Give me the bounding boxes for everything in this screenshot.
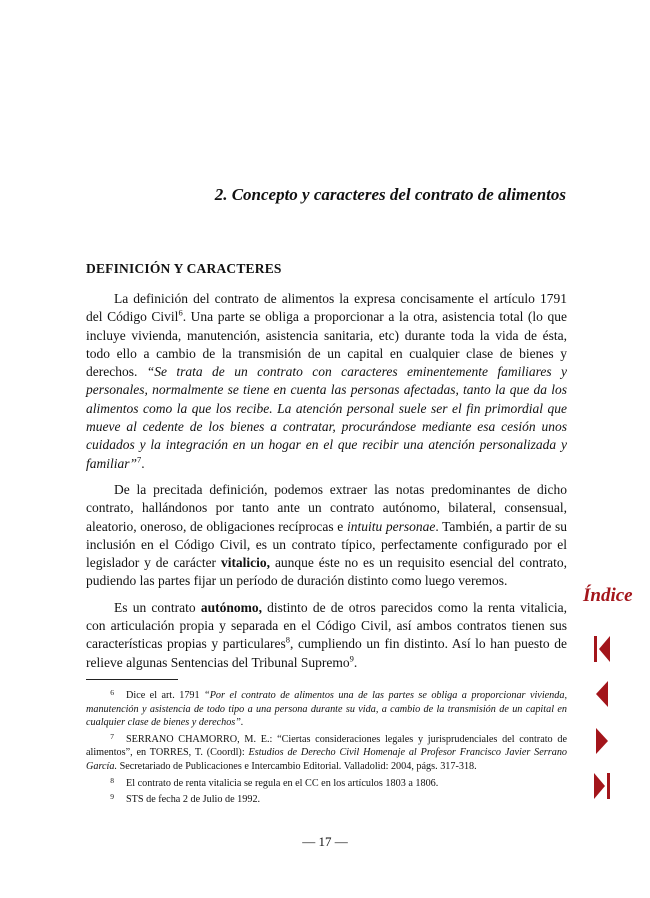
- footnote-9: 9 STS de fecha 2 de Julio de 1992.: [86, 790, 567, 807]
- page-number: — 17 —: [302, 834, 348, 849]
- footnote-ref-9[interactable]: 9: [349, 653, 354, 664]
- footnote-8: 8 El contrato de renta vitalicia se regula en el CC en los artículos 1803 a 1806.: [86, 774, 567, 791]
- first-page-icon: [592, 634, 612, 664]
- footnote-ref-7[interactable]: 7: [137, 454, 142, 465]
- footnote-number: 8: [110, 775, 114, 785]
- body-text: [86, 290, 567, 680]
- previous-page-button[interactable]: [592, 679, 612, 709]
- next-page-icon: [592, 726, 612, 756]
- paragraph-characteristics: De la precitada definición, podemos extraer las notas predominantes de dicho contrato, hallándonos por tanto ante un contrato autónomo, bilateral, consensual, aleatorio, oneroso, de obligaciones recíprocas e intuitu personae. También, a partir de su inclusión en el Código Civil, es un contrato típico, perfectamente configurado por el legislador y de carácter vitalicio, aunque éste no es un requisito esencial del contrato, pudiendo las partes fijar un período de duración distinto como luego veremos.: [86, 481, 567, 589]
- footnote-6: 6 Dice el art. 1791 “Por el contrato de alimentos una de las partes se obliga a proporcionar vivienda, manutención y asistencia de todo tipo a una persona durante su vida, a cambio de la transmisión de un capital en cualquier clase de bienes y derechos”.: [86, 688, 567, 729]
- paragraph-autonomous: Es un contrato autónomo, distinto de de otros parecidos como la renta vitalicia, con articulación propia y separada en el Código Civil, así ambos contratos tienen sus características propias y particulares$^8$, cumpliendo un fin distinto. Así lo han puesto de relieve algunas Sentencias del Tribunal Supremo$^9$.: [86, 599, 568, 670]
- footnote-number: 7: [110, 731, 114, 741]
- previous-page-icon: [592, 679, 612, 709]
- section-heading: DEFINICIÓN Y CARACTERES: [86, 261, 282, 276]
- chapter-title: 2. Concepto y caracteres del contrato de alimentos: [214, 185, 566, 204]
- last-page-icon: [592, 771, 612, 801]
- footnote-number: 9: [110, 792, 114, 802]
- footnote-ref-6[interactable]: 6: [178, 307, 183, 318]
- paragraph-definition: La definición del contrato de alimentos la expresa concisamente el artículo 1791 del Código Civil$^6$. Una parte se obliga a proporcionar a la otra, asistencia total (lo que incluye vivienda, manutención, asistencia sanitaria, etc) durante toda la vida de ésta, todo ello a cambio de la transmisión de un capital en cualquier clase de bienes y derechos. “Se trata de un contrato con caracteres eminentemente familiares y personales, normalmente se tiene en cuenta las personas afectadas, tanto la que da los alimentos como la que los recibe. La atención personal suele ser el fin primordial que mueve al cedente de los bienes a contratar, procurándose mediante esa cesión unos cuidados y la integración en un hogar en el que recibir una atención personalizada y familiar”$^7$.: [86, 291, 568, 471]
- first-page-button[interactable]: [592, 634, 612, 664]
- footnote-7: 7 SERRANO CHAMORRO, M. E.: “Ciertas consideraciones legales y jurisprudenciales del contrato de alimentos”, en TORRES, T. (Coordl): Estudios de Derecho Civil Homenaje al Profesor Francisco Javier Serrano García. Secretariado de Publicaciones e Intercambio Editorial. Valladolid: 2004, págs. 317-318.: [86, 731, 568, 772]
- index-link[interactable]: Índice: [583, 585, 633, 606]
- next-page-button[interactable]: [592, 726, 612, 756]
- footnote-divider: [86, 679, 178, 680]
- footnote-number: 6: [110, 688, 114, 697]
- definition-quote: “Se trata de un contrato con caracteres eminentemente familiares y personales, normalmente se tiene en cuenta las personas afectadas, tanto la que da los alimentos como la que los recibe. La atención personal suele ser el fin primordial que mueve al cedente de los bienes a contratar, procurándose mediante esa cesión unos cuidados y la integración en un hogar en el que recibir una atención personalizada y familiar”: [86, 364, 567, 471]
- last-page-button[interactable]: [592, 771, 612, 801]
- footnote-ref-8[interactable]: 8: [285, 634, 290, 645]
- footnotes: [86, 686, 567, 807]
